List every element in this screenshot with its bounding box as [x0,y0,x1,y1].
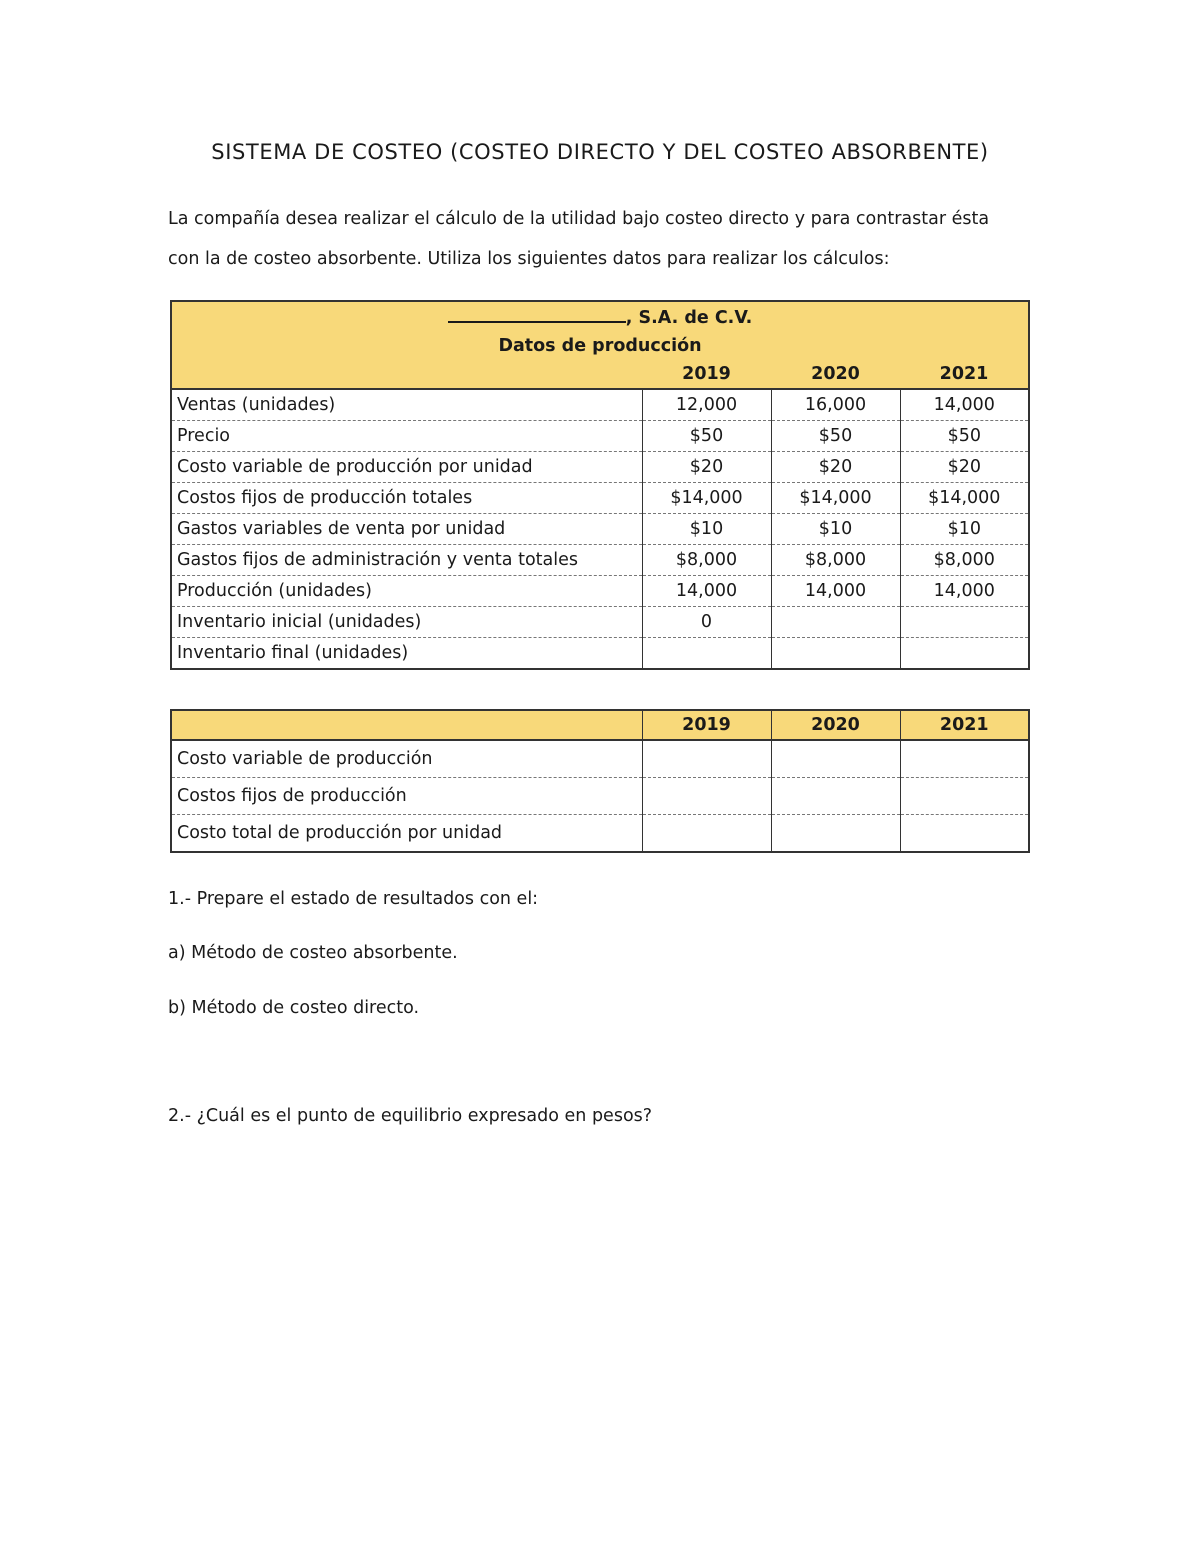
row-label: Gastos fijos de administración y venta totales [171,545,642,576]
page-title: SISTEMA DE COSTEO (COSTEO DIRECTO Y DEL COSTEO ABSORBENTE) [211,140,989,164]
table-subtitle: Datos de producción [498,336,702,356]
table-row [171,483,1029,514]
empty-cell [771,815,900,853]
row-label: Costo variable de producción [171,740,642,778]
company-name-row [171,301,1029,332]
table-row [171,452,1029,483]
cell-value: 14,000 [771,576,900,607]
cell-value [771,638,900,670]
row-label: Costo variable de producción por unidad [171,452,642,483]
table-row [171,740,1029,778]
cell-value: $50 [771,421,900,452]
row-label: Producción (unidades) [171,576,642,607]
cell-value: $8,000 [642,545,771,576]
question-2: 2.- ¿Cuál es el punto de equilibrio expresado en pesos? [168,1106,653,1126]
production-cost-table [170,709,1030,853]
row-label: Costo total de producción por unidad [177,823,503,843]
cell-value: $10 [642,514,771,545]
cell-value: 16,000 [771,389,900,421]
year-header: 2020 [771,360,900,389]
table-row [171,815,1029,853]
cell-value: $50 [642,421,771,452]
company-suffix: , S.A. de C.V. [625,308,753,328]
empty-cell [642,815,771,853]
production-data-table [170,300,1030,670]
cell-value [642,638,771,670]
empty-cell [642,740,771,778]
question-1a: a) Método de costeo absorbente. [168,943,458,963]
cell-value: $50 [900,421,1029,452]
empty-cell [771,778,900,815]
row-label: Ventas (unidades) [171,389,642,421]
empty-cell [771,740,900,778]
row-label: Gastos variables de venta por unidad [171,514,642,545]
row-label: Precio [171,421,642,452]
cell-value: $20 [900,452,1029,483]
intro-line-2: con la de costeo absorbente. Utiliza los siguientes datos para realizar los cálculos: [168,249,890,269]
table-row [171,576,1029,607]
row-label: Inventario inicial (unidades) [171,607,642,638]
empty-cell [642,778,771,815]
cell-value [771,607,900,638]
year-header: 2021 [900,710,1029,740]
cell-value [900,638,1029,670]
cell-value: $8,000 [900,545,1029,576]
intro-paragraph [168,199,1048,279]
row-label: Costos fijos de producción [171,778,642,815]
subtitle-row [171,332,1029,360]
year-header: 2019 [642,360,771,389]
table-row [171,545,1029,576]
table-row [171,514,1029,545]
cell-value: $20 [642,452,771,483]
year-header: 2020 [771,710,900,740]
cell-value: 12,000 [642,389,771,421]
row-label: Costos fijos de producción totales [171,483,642,514]
year-header-row [171,360,1029,389]
empty-cell [900,778,1029,815]
cell-value: 0 [642,607,771,638]
year-header: 2019 [642,710,771,740]
cell-value: $10 [771,514,900,545]
year-header-row [171,710,1029,740]
intro-line-1: La compañía desea realizar el cálculo de la utilidad bajo costeo directo y para contrastar ésta [168,209,990,229]
cell-value: $20 [771,452,900,483]
cell-value: 14,000 [900,576,1029,607]
cell-value: $14,000 [771,483,900,514]
cell-value: $10 [900,514,1029,545]
table-row [171,778,1029,815]
question-1: 1.- Prepare el estado de resultados con el: [168,889,539,909]
company-name [171,301,1029,332]
cell-value: $14,000 [642,483,771,514]
question-1b: b) Método de costeo directo. [168,998,420,1018]
empty-cell [900,815,1029,853]
row-label: Inventario final (unidades) [177,643,409,663]
header-blank [171,360,642,389]
empty-cell [900,740,1029,778]
table-row [171,421,1029,452]
table-row [171,638,1029,670]
cell-value [900,607,1029,638]
cell-value: 14,000 [642,576,771,607]
table-row [171,389,1029,421]
cell-value: $14,000 [900,483,1029,514]
cell-value: $8,000 [771,545,900,576]
company-name-blank [448,305,626,323]
table-row [171,607,1029,638]
year-header: 2021 [900,360,1029,389]
header-blank [171,710,642,740]
cell-value: 14,000 [900,389,1029,421]
